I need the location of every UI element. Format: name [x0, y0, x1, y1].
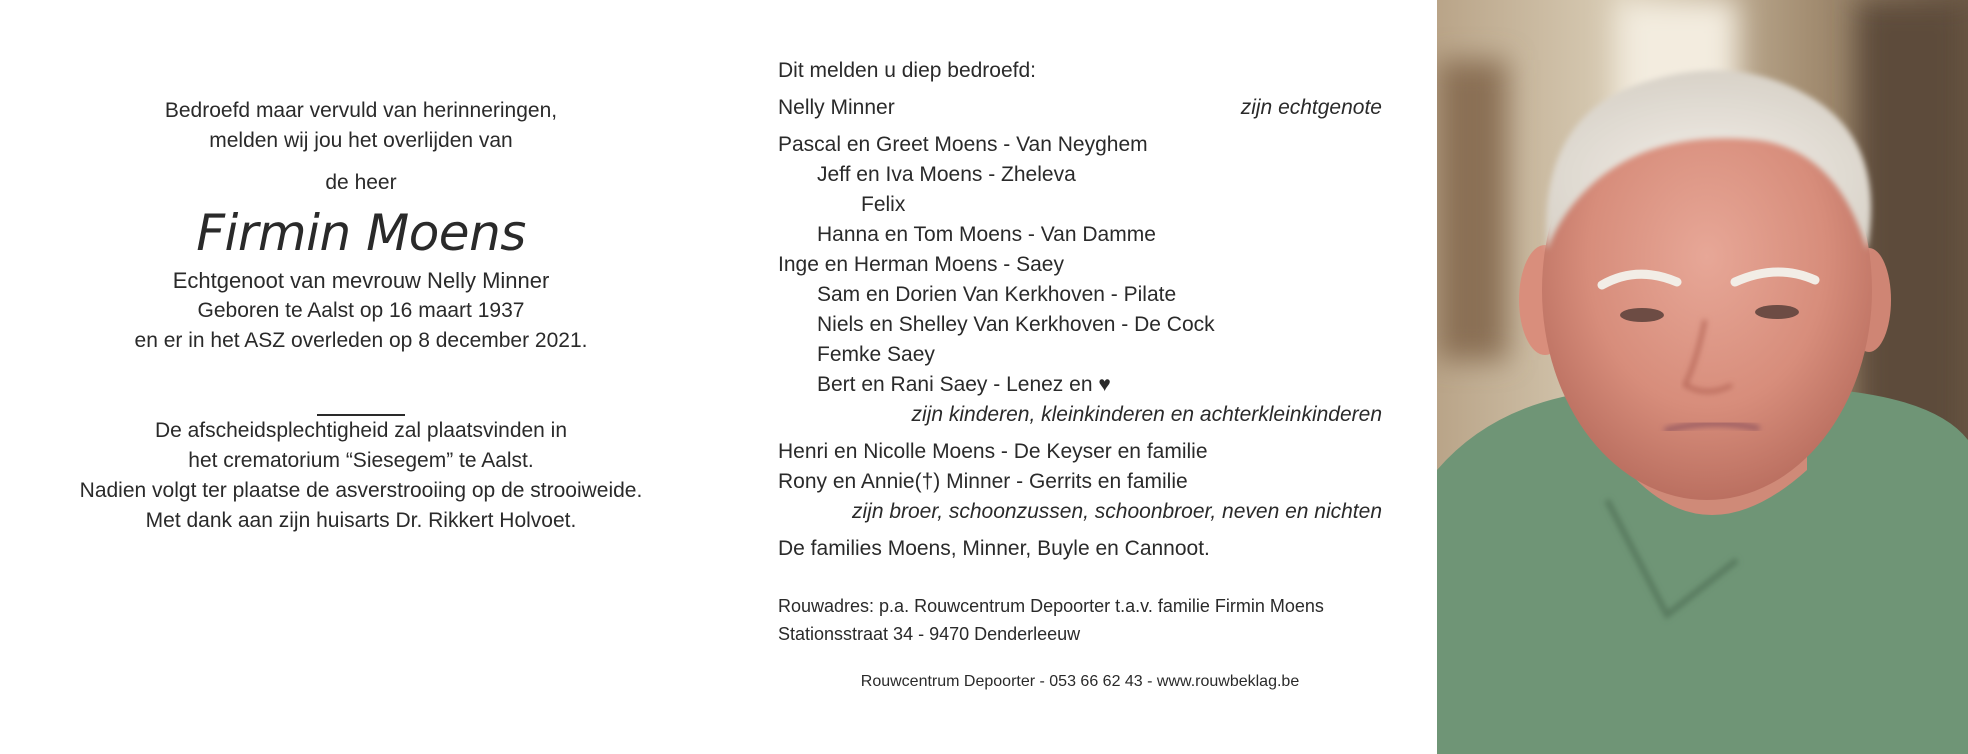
intro-line-2: melden wij jou het overlijden van: [209, 129, 513, 152]
family-heading: Dit melden u diep bedroefd:: [778, 59, 1036, 82]
spouse-line: Echtgenoot van mevrouw Nelly Minner: [172, 268, 550, 293]
mourning-address: [778, 592, 1382, 648]
address-line-1: Rouwadres: p.a. Rouwcentrum Depoorter t.a.v. familie Firmin Moens: [778, 596, 1324, 616]
family-column: [778, 56, 1382, 694]
children-role: zijn kinderen, kleinkinderen en achterkleinkinderen: [911, 403, 1382, 426]
ceremony-line-2: het crematorium “Siesegem” te Aalst.: [188, 449, 534, 472]
announcement-column: [40, 96, 682, 536]
family-member: Sam en Dorien Van Kerkhoven - Pilate: [817, 283, 1177, 306]
ash-scattering-line: Nadien volgt ter plaatse de asverstrooiing op de strooiweide.: [79, 479, 643, 502]
family-member: Bert en Rani Saey - Lenez en ♥: [817, 373, 1111, 396]
ceremony-line-1: De afscheidsplechtigheid zal plaatsvinden in: [154, 419, 568, 442]
family-member: Felix: [861, 193, 906, 216]
family-member: Femke Saey: [817, 343, 935, 366]
deceased-name: Firmin Moens: [196, 204, 526, 262]
siblings-role: zijn broer, schoonzussen, schoonbroer, neven en nichten: [851, 500, 1382, 523]
families-line: De families Moens, Minner, Buyle en Cannoot.: [778, 537, 1210, 560]
family-member: Henri en Nicolle Moens - De Keyser en familie: [778, 440, 1208, 463]
family-member: Rony en Annie(†) Minner - Gerrits en familie: [778, 470, 1188, 493]
birth-line: Geboren te Aalst op 16 maart 1937: [197, 299, 525, 322]
spouse-row: [778, 93, 1382, 123]
address-line-2: Stationsstraat 34 - 9470 Denderleeuw: [778, 624, 1081, 644]
spouse-role: zijn echtgenote: [1240, 96, 1382, 119]
funeral-home-footer: Rouwcentrum Depoorter - 053 66 62 43 - www.rouwbeklag.be: [860, 673, 1300, 690]
family-member: Pascal en Greet Moens - Van Neyghem: [778, 133, 1148, 156]
salutation: de heer: [325, 171, 397, 194]
spouse-name: Nelly Minner: [778, 96, 895, 119]
intro-line-1: Bedroefd maar vervuld van herinneringen,: [164, 99, 558, 122]
thanks-line: Met dank aan zijn huisarts Dr. Rikkert Holvoet.: [145, 509, 577, 532]
portrait-photo: [1437, 0, 1968, 754]
family-member: Jeff en Iva Moens - Zheleva: [817, 163, 1076, 186]
family-member: Niels en Shelley Van Kerkhoven - De Cock: [817, 313, 1215, 336]
family-member: Inge en Herman Moens - Saey: [778, 253, 1064, 276]
death-line: en er in het ASZ overleden op 8 december 2021.: [134, 329, 588, 352]
family-member: Hanna en Tom Moens - Van Damme: [817, 223, 1156, 246]
